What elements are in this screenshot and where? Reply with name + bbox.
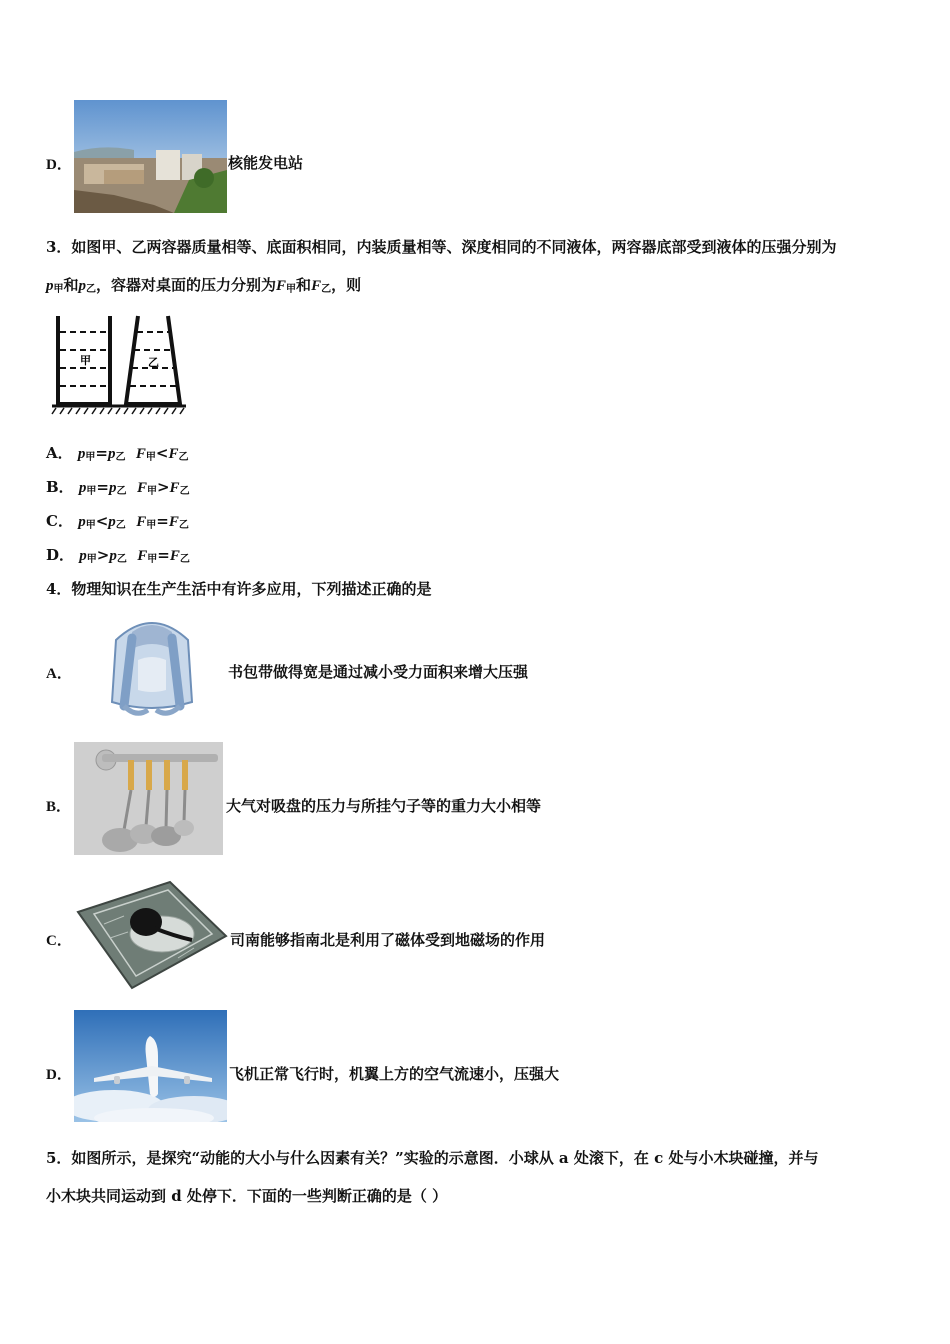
q3-option-c: C． $p_甲<p_乙$ $F_甲=F_乙$ [46,512,189,531]
option-letter: D． [46,1067,72,1083]
question-4-stem: 4．物理知识在生产生活中有许多应用，下列描述正确的是 [46,580,432,598]
question-5-line-2: 小木块共同运动到 d 处停下．下面的一些判断正确的是（ ） [46,1187,448,1205]
option-text: 大气对吸盘的压力与所挂勺子等的重力大小相等 [226,797,542,815]
option-letter: A． [46,666,72,682]
option-letter: B． [46,799,72,815]
option-text: 书包带做得宽是通过减小受力面积来增大压强 [228,663,529,681]
suction-hook-spoons-photo-icon [74,742,223,855]
q3-option-d: D． $p_甲>p_乙$ $F_甲=F_乙$ [46,546,190,565]
nuclear-plant-photo-icon [74,100,227,213]
question-5-line-1: 5．如图所示，是探究“动能的大小与什么因素有关？”实验的示意图．小球从 a 处滚下，在 c 处与小木块碰撞，并与 [46,1149,819,1167]
option-text: 核能发电站 [228,154,304,172]
airplane-photo-icon [74,1010,227,1122]
backpack-photo-icon [96,610,208,720]
option-letter: D． [46,157,72,173]
q3-option-a: A． $p_甲=p_乙$ $F_甲<F_乙$ [46,444,189,463]
option-text: 飞机正常飞行时，机翼上方的空气流速小，压强大 [229,1065,560,1083]
question-3-line-2: $p_甲$和$p_乙$，容器对桌面的压力分别为$F_甲$和$F_乙$，则 [46,276,362,295]
option-text: 司南能够指南北是利用了磁体受到地磁场的作用 [230,931,546,949]
q3-option-b: B． $p_甲=p_乙$ $F_甲>F_乙$ [46,478,190,497]
sinan-compass-photo-icon [74,876,230,992]
container-label-jia: 甲 [80,354,91,367]
container-label-yi: 乙 [148,356,159,369]
containers-diagram [50,312,190,416]
question-3-line-1: 3．如图甲、乙两容器质量相等、底面积相同，内装质量相等、深度相同的不同液体，两容器底部受到液体的压强分别为 [46,238,837,256]
option-letter: C． [46,933,72,949]
